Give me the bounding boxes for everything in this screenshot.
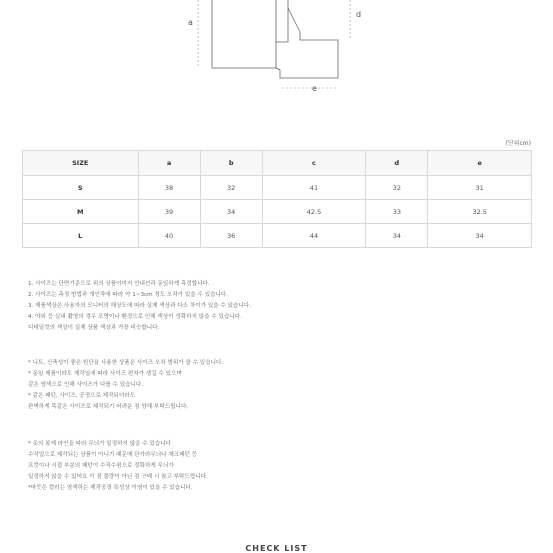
measure-label-e: e bbox=[312, 84, 317, 93]
note-line: 프컷이나 시접 부분의 패턴이 수직수평으로 정확하게 무늬가 bbox=[28, 463, 174, 469]
table-row bbox=[23, 224, 532, 248]
table-cell: 32.5 bbox=[428, 200, 532, 224]
note-line: * 옷의 봉제 라인을 따라 무늬가 일정하지 않을 수 있습니다 bbox=[28, 441, 172, 447]
note-line: * 같은 패턴, 사이즈, 공정으로 제작되더라도 bbox=[28, 393, 136, 399]
garment-measurement-diagram bbox=[0, 0, 553, 100]
table-cell: 42.5 bbox=[262, 200, 366, 224]
header-a: a bbox=[138, 151, 200, 176]
table-cell: 36 bbox=[200, 224, 262, 248]
checklist-title: CHECK LIST bbox=[245, 544, 308, 553]
table-cell: 44 bbox=[262, 224, 366, 248]
table-cell: 41 bbox=[262, 176, 366, 200]
garment-flap-outline bbox=[276, 0, 338, 78]
notes-pattern bbox=[28, 439, 528, 494]
garment-body-outline bbox=[212, 0, 276, 68]
header-e: e bbox=[428, 151, 532, 176]
table-cell: 38 bbox=[138, 176, 200, 200]
size-cell: L bbox=[23, 224, 139, 248]
size-table bbox=[22, 150, 532, 248]
note-line: 같은 염색으로 인해 사이즈가 다를 수 있습니다. bbox=[28, 382, 144, 388]
note-line: 1. 사이즈는 단면기준으로 위의 상품이미지 안내선과 동일하게 측정합니다. bbox=[28, 281, 210, 287]
unit-label: (단위cm) bbox=[505, 140, 531, 147]
note-line: *마듯은 컬러는 염색하는 제작공정 특성상 이염이 있을 수 있습니다. bbox=[28, 485, 193, 491]
note-line: 일정하지 않을 수 있어요 이 점 불량이 아닌 점 구매 시 참고 부탁드립니다. bbox=[28, 474, 208, 480]
note-line: 디테일컷의 색상이 실제 상품 색상과 가장 비슷합니다. bbox=[28, 325, 160, 331]
notes-knit bbox=[28, 358, 528, 413]
table-cell: 34 bbox=[200, 200, 262, 224]
measure-label-d: d bbox=[356, 10, 362, 19]
size-cell: S bbox=[23, 176, 139, 200]
measure-label-a: a bbox=[188, 18, 193, 27]
table-cell: 34 bbox=[428, 224, 532, 248]
note-line: 완벽하게 똑같은 사이즈로 제작되기 어려운 점 양해 부탁드립니다. bbox=[28, 404, 189, 410]
note-line: 3. 제품색상은 사용자의 모니터의 해상도에 따라 실제 색상과 다소 차이가 있을 수 있습니다. bbox=[28, 303, 251, 309]
header-size: SIZE bbox=[23, 151, 139, 176]
note-line: 수작업으로 제작되는 상품이 아니기 때문에 단가라무늬나 체크패턴 등 bbox=[28, 452, 198, 458]
note-line: * 동일 제품이라도 제작일에 따라 사이즈 편차가 생길 수 있으며 bbox=[28, 371, 182, 377]
note-line: 4. 야외 등 실내 촬영의 경우 조명이나 환경으로 인해 색상이 정확하지 않을 수 있습니다. bbox=[28, 314, 242, 320]
table-header-row bbox=[23, 151, 532, 176]
size-cell: M bbox=[23, 200, 139, 224]
table-row bbox=[23, 176, 532, 200]
table-cell: 34 bbox=[366, 224, 428, 248]
note-line: * 니트, 신축성이 좋은 원단을 사용한 상품은 사이즈 오차 범위가 클 수 있습니다. bbox=[28, 360, 224, 366]
table-cell: 33 bbox=[366, 200, 428, 224]
table-cell: 32 bbox=[366, 176, 428, 200]
table-cell: 31 bbox=[428, 176, 532, 200]
note-line: 2. 사이즈는 측정 방법과 개인차에 따라 약 1~3cm 정도 오차가 있을 수 있습니다. bbox=[28, 292, 229, 298]
header-d: d bbox=[366, 151, 428, 176]
table-cell: 32 bbox=[200, 176, 262, 200]
header-c: c bbox=[262, 151, 366, 176]
table-cell: 40 bbox=[138, 224, 200, 248]
notes-size-guide bbox=[28, 279, 528, 334]
header-b: b bbox=[200, 151, 262, 176]
table-cell: 39 bbox=[138, 200, 200, 224]
table-row bbox=[23, 200, 532, 224]
